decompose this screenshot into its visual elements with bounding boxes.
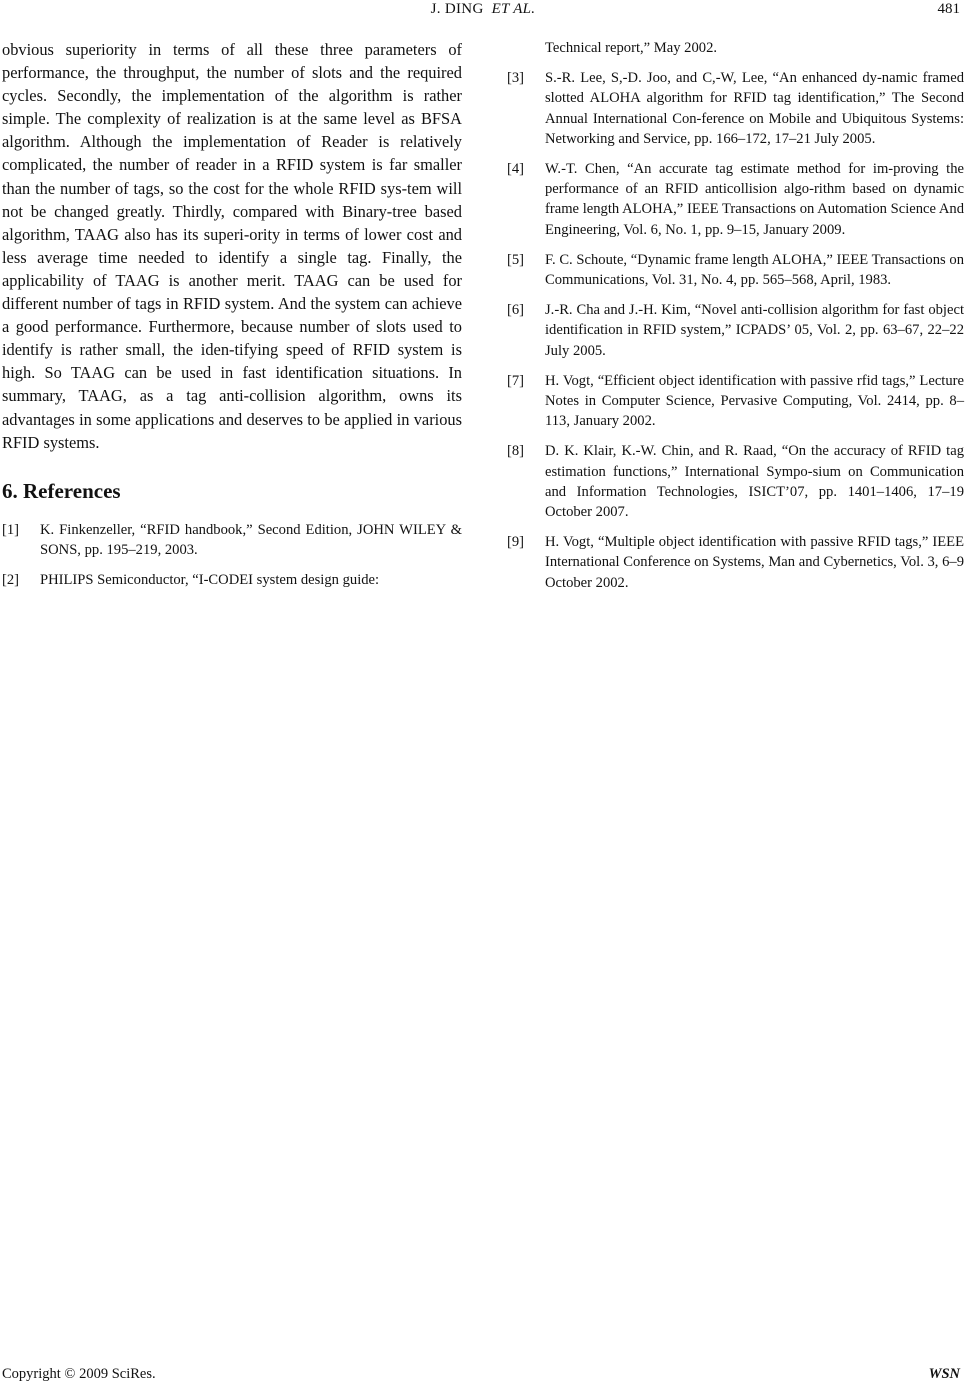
reference-item — [2, 570, 462, 590]
copyright-notice: Copyright © 2009 SciRes. — [2, 1366, 156, 1382]
conclusion-paragraph: obvious superiority in terms of all these three parameters of performance, the throughput, the number of slots and the required cycles. Secondly, the implementation of the algorithm is rather simple. The complexity of realization is at the same level as BFSA algorithm. Although the implementation of Reader is relatively complicated, the number of reader in a RFID system is far smaller than the number of tags, so the cost for the whole RFID sys-tem will not be changed greatly. Thirdly, compared with Binary-tree based algorithm, TAAG also has its superi-ority in terms of lower cost and less average time needed to identify a single tag. Finally, the applicability of TAAG is another merit. TAAG can be used for different number of tags in RFID system. And the system can achieve a good performance. Furthermore, because number of slots used to identify is rather small, the iden-tifying speed of RFID system is high. So TAAG can be used in fast identification situations. In summary, TAAG, as a tag anti-collision algorithm, owns its advantages in some applications and deserves to be applied in various RFID systems. — [2, 40, 462, 452]
reference-number: [3] — [507, 70, 525, 87]
reference-item — [2, 520, 462, 560]
running-head-etal: ET AL. — [491, 1, 536, 17]
reference-item — [507, 532, 964, 593]
reference-text: S.-R. Lee, S,-D. Joo, and C,-W, Lee, “An enhanced dy-namic framed slotted ALOHA algorithm for RFID tag identification,” The Second Annual International Con-ference on Mobile and Ubiquitous Systems: Networking and Service, pp. 166–172, 17–21 July 2005. — [545, 70, 964, 147]
left-column — [2, 38, 462, 600]
reference-continuation: Technical report,” May 2002. — [545, 40, 718, 56]
reference-text: H. Vogt, “Multiple object identification with passive RFID tags,” IEEE International Conference on Systems, Man and Cybernetics, Vol. 3, 6–9 October 2002. — [545, 534, 964, 591]
reference-number: [7] — [507, 372, 525, 389]
references-heading: 6. References — [2, 478, 121, 503]
page-header — [0, 0, 966, 26]
reference-text: D. K. Klair, K.-W. Chin, and R. Raad, “On the accuracy of RFID tag estimation functions,” International Sympo-sium on Communication and Information Technologies, ISICT’07, pp. 1401–1406, 17–19 October 2007. — [545, 443, 964, 521]
journal-abbreviation: WSN — [928, 1366, 960, 1382]
reference-number: [4] — [507, 161, 525, 178]
reference-item — [507, 371, 964, 432]
page-footer — [0, 1366, 966, 1386]
reference-text: K. Finkenzeller, “RFID handbook,” Second Edition, JOHN WILEY & SONS, pp. 195–219, 2003. — [40, 521, 462, 558]
reference-text: PHILIPS Semiconductor, “I-CODEI system design guide: — [40, 572, 380, 589]
running-head-author: J. DING — [430, 1, 484, 17]
reference-number: [6] — [507, 302, 525, 319]
reference-number: [9] — [507, 534, 525, 551]
reference-text: F. C. Schoute, “Dynamic frame length ALOHA,” IEEE Transactions on Communications, Vol. 31, No. 4, pp. 565–568, April, 1983. — [545, 251, 964, 289]
running-head — [0, 1, 966, 18]
reference-number: [5] — [507, 251, 525, 268]
reference-item — [507, 300, 964, 361]
reference-item — [507, 159, 964, 240]
reference-item — [507, 250, 964, 290]
reference-item — [507, 441, 964, 522]
reference-text: H. Vogt, “Efficient object identification with passive rfid tags,” Lecture Notes in Computer Science, Pervasive Computing, Vol. 2414, pp. 8–113, January 2002. — [545, 372, 964, 430]
reference-text: J.-R. Cha and J.-H. Kim, “Novel anti-collision algorithm for fast object identification in RFID system,” ICPADS’ 05, Vol. 2, pp. 63–67, 22–22 July 2005. — [545, 302, 964, 359]
reference-number: [8] — [507, 443, 525, 460]
page-number: 481 — [937, 1, 960, 17]
reference-text: W.-T. Chen, “An accurate tag estimate method for im-proving the performance of an RFID anticollision algo-rithm based on dynamic frame length ALOHA,” IEEE Transactions on Automation Science And Engineering, Vol. 6, No. 1, pp. 9–15, January 2009. — [545, 161, 964, 238]
reference-item — [507, 68, 964, 149]
reference-number: [2] — [2, 572, 20, 589]
right-column — [507, 38, 964, 603]
reference-number: [1] — [2, 521, 20, 538]
